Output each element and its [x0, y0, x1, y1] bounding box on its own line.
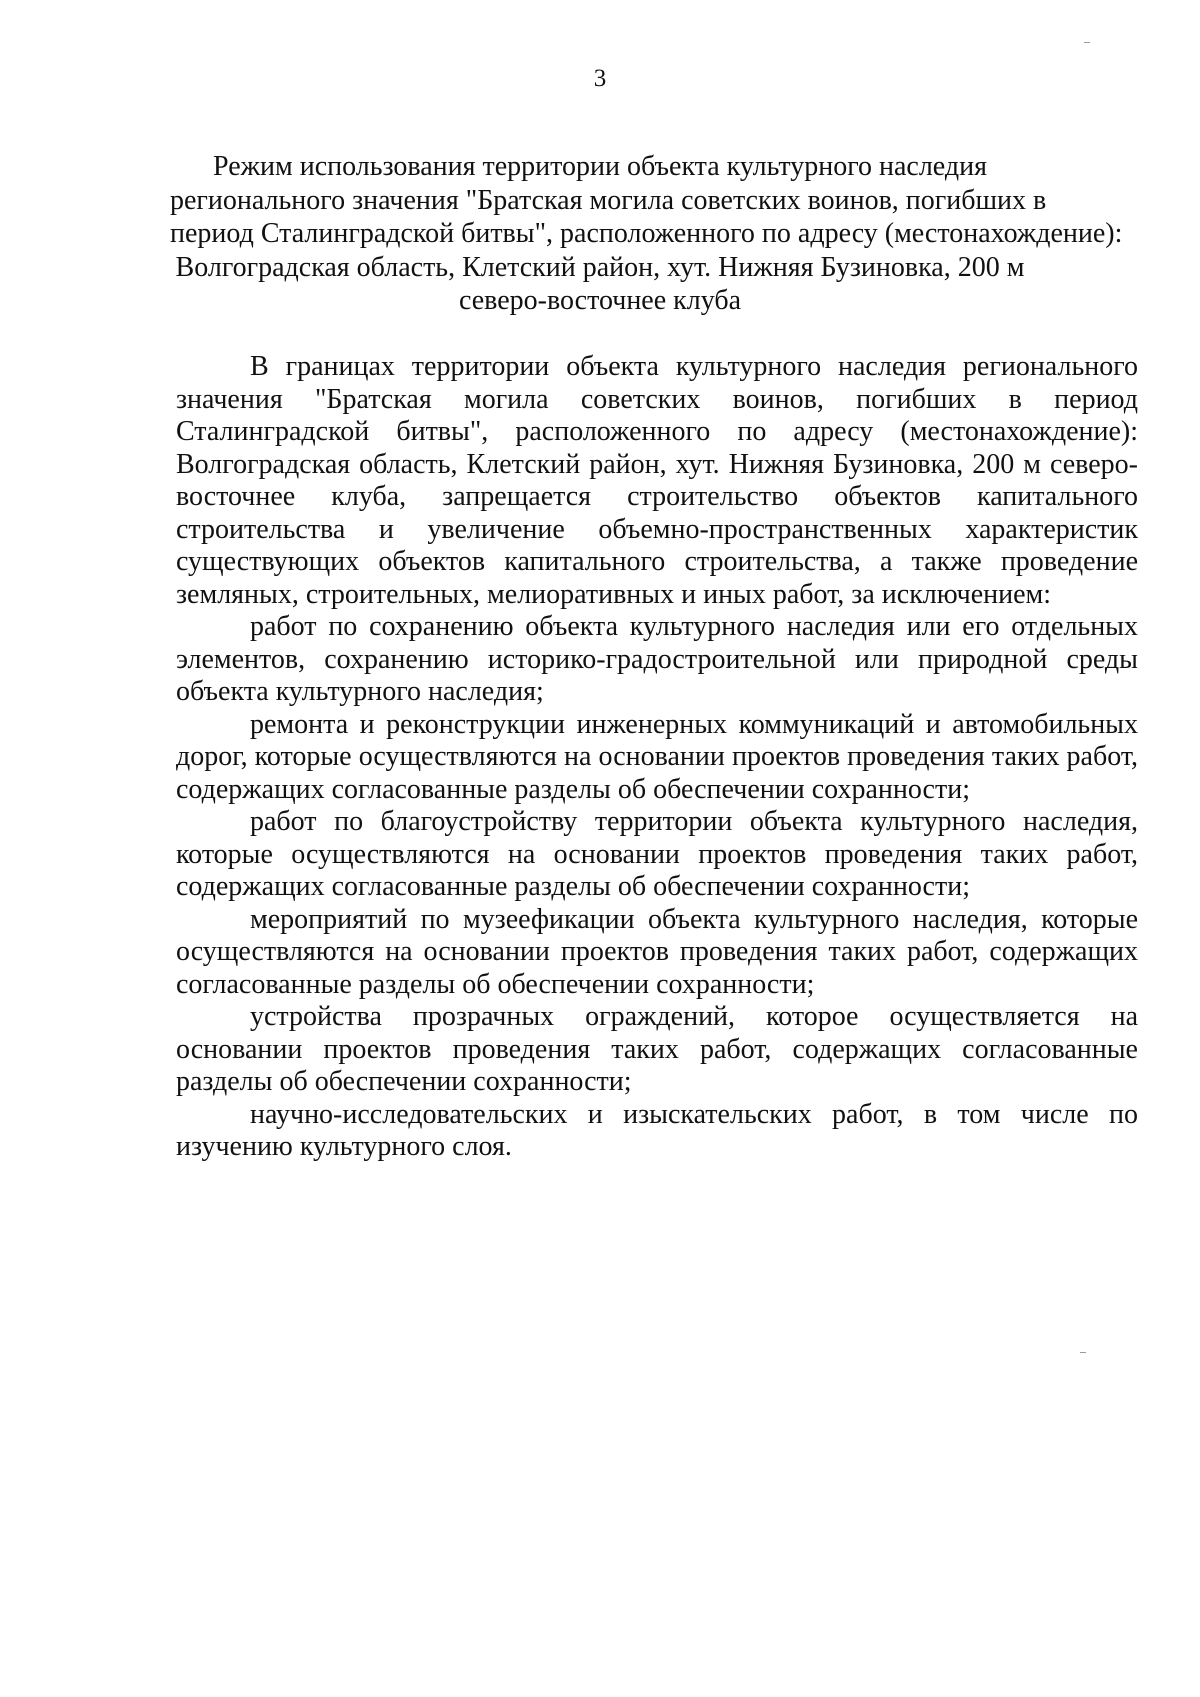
- heading-line: регионального значения "Братская могила советских воинов, погибших в: [170, 184, 1047, 216]
- heading-line: северо-восточнее клуба: [458, 285, 742, 316]
- heading-line: Волгоградская область, Клетский район, хут. Нижняя Бузиновка, 200 м: [175, 251, 1025, 283]
- heading-line: период Сталинградской битвы", расположенного по адресу (местонахождение):: [170, 218, 1123, 249]
- intro-paragraph: В границах территории объекта культурного наследия регионального значения "Братская могила советских воинов, погибших в период Сталинградской битвы", расположенного по адресу (местонахождение): Волгоградская область, Клетский район, хут. Нижняя Бузиновка, 200 м северо-восточнее клуба, запрещается строительство объектов капитального строительства и увеличение объемно-пространственных характеристик существующих объектов капитального строительства, а также проведение земляных, строительных, мелиоративных и иных работ, за исключением:: [176, 351, 1138, 610]
- heading-line: Режим использования территории объекта культурного наследия: [213, 151, 987, 182]
- exception-item: работ по сохранению объекта культурного наследия или его отдельных элементов, сохранению историко-градостроительной или природной среды объекта культурного наследия;: [176, 611, 1138, 707]
- page-number: 3: [593, 65, 607, 92]
- scan-artifact: [1084, 42, 1090, 43]
- document-heading: [170, 150, 1123, 318]
- exception-item: мероприятий по музеефикации объекта культурного наследия, которые осуществляются на основании проектов проведения таких работ, содержащих согласованные разделы об обеспечении сохранности;: [176, 903, 1138, 1000]
- exception-item: работ по благоустройству территории объекта культурного наследия, которые осуществляются на основании проектов проведения таких работ, содержащих согласованные разделы об обеспечении сохранности;: [176, 806, 1138, 902]
- exception-item: научно-исследовательских и изыскательских работ, в том числе по изучению культурного слоя.: [176, 1098, 1138, 1162]
- exception-item: устройства прозрачных ограждений, которое осуществляется на основании проектов проведения таких работ, содержащих согласованные разделы об обеспечении сохранности;: [176, 1001, 1138, 1097]
- document-body: [176, 351, 1138, 1164]
- exception-item: ремонта и реконструкции инженерных коммуникаций и автомобильных дорог, которые осуществляются на основании проектов проведения таких работ, содержащих согласованные разделы об обеспечении сохранности;: [176, 708, 1138, 805]
- scan-artifact: [1080, 1352, 1086, 1353]
